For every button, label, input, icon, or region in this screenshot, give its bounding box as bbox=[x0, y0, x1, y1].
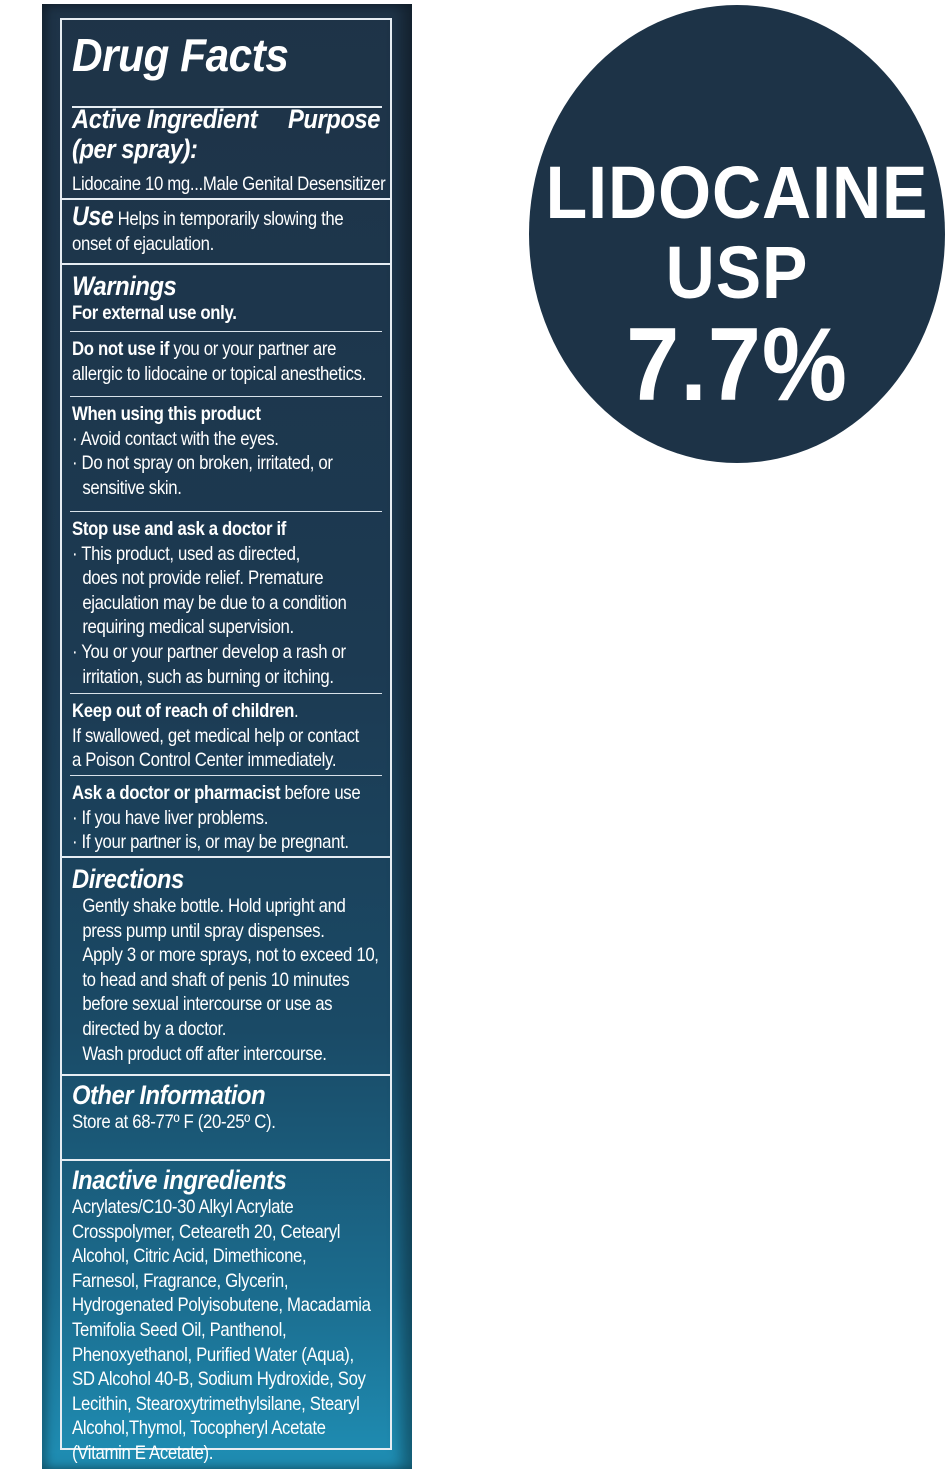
inactive-line: Alcohol,Thymol, Tocopheryl Acetate bbox=[72, 1417, 326, 1440]
ask-doctor-item: · If your partner is, or may be pregnant. bbox=[72, 831, 349, 854]
stop-use-item: does not provide relief. Premature bbox=[82, 567, 324, 590]
external-use-only: For external use only. bbox=[72, 302, 237, 324]
active-ingredient-section bbox=[62, 20, 390, 200]
badge-percentage: 7.7% bbox=[626, 307, 848, 423]
directions-section bbox=[62, 858, 390, 1076]
inactive-line: Temifolia Seed Oil, Panthenol, bbox=[72, 1318, 287, 1341]
inactive-line: (Vitamin E Acetate). bbox=[72, 1441, 214, 1464]
lidocaine-badge bbox=[529, 5, 945, 463]
keep-out-line: a Poison Control Center immediately. bbox=[72, 749, 337, 772]
inactive-line: Acrylates/C10-30 Alkyl Acrylate bbox=[72, 1196, 294, 1218]
ask-doctor-text: before use bbox=[280, 782, 361, 804]
warnings-heading: Warnings bbox=[72, 271, 177, 301]
when-using-item: sensitive skin. bbox=[82, 476, 182, 499]
active-ingredient-line: Lidocaine 10 mg...Male Genital Desensitizer bbox=[72, 173, 386, 195]
directions-line: Gently shake bottle. Hold upright and bbox=[82, 895, 346, 917]
directions-line: to head and shaft of penis 10 minutes bbox=[82, 968, 350, 991]
inactive-line: Lecithin, Stearoxytrimethylsilane, Stearyl bbox=[72, 1392, 360, 1415]
stop-use-item: · You or your partner develop a rash or bbox=[72, 640, 346, 663]
inactive-line: Phenoxyethanol, Purified Water (Aqua), bbox=[72, 1343, 354, 1366]
directions-line: Apply 3 or more sprays, not to exceed 10, bbox=[82, 944, 379, 967]
use-section bbox=[62, 200, 390, 265]
divider bbox=[70, 331, 382, 332]
warnings-section bbox=[62, 265, 390, 858]
stop-use-item: ejaculation may be due to a condition bbox=[82, 591, 347, 614]
use-line-2: onset of ejaculation. bbox=[72, 232, 214, 255]
keep-out-line: If swallowed, get medical help or contact bbox=[72, 724, 359, 747]
divider bbox=[70, 396, 382, 397]
directions-heading: Directions bbox=[72, 864, 184, 894]
inactive-line: Hydrogenated Polyisobutene, Macadamia bbox=[72, 1294, 371, 1317]
directions-line: before sexual intercourse or use as bbox=[82, 993, 333, 1016]
directions-line: press pump until spray dispenses. bbox=[82, 919, 325, 942]
stop-use-item: · This product, used as directed, bbox=[72, 542, 300, 565]
drug-facts-title: Drug Facts bbox=[72, 29, 289, 81]
purpose-heading: Purpose bbox=[288, 104, 380, 134]
active-ingredient-heading: Active Ingredient bbox=[72, 104, 258, 134]
other-information-section bbox=[62, 1076, 390, 1161]
directions-line: directed by a doctor. bbox=[82, 1017, 227, 1040]
badge-line-2: USP bbox=[665, 231, 809, 314]
inactive-ingredients-heading: Inactive ingredients bbox=[72, 1165, 287, 1195]
inactive-line: Crosspolymer, Ceteareth 20, Cetearyl bbox=[72, 1220, 341, 1243]
badge-line-1: LIDOCAINE bbox=[545, 151, 929, 234]
storage-line: Store at 68-77º F (20-25º C). bbox=[72, 1111, 276, 1133]
divider bbox=[70, 775, 382, 776]
directions-line: Wash product off after intercourse. bbox=[82, 1042, 327, 1065]
do-not-use-line-2: allergic to lidocaine or topical anesthetics. bbox=[72, 362, 367, 385]
other-information-heading: Other Information bbox=[72, 1080, 266, 1110]
do-not-use-text: you or your partner are bbox=[169, 338, 337, 360]
stop-use-item: irritation, such as burning or itching. bbox=[82, 665, 334, 688]
when-using-item: · Avoid contact with the eyes. bbox=[72, 427, 279, 450]
inactive-ingredients-section bbox=[62, 1161, 390, 1464]
use-line-1: Helps in temporarily slowing the bbox=[113, 208, 344, 230]
per-spray-heading: (per spray): bbox=[72, 134, 198, 164]
keep-out-dot: . bbox=[294, 700, 299, 722]
inactive-line: Farnesol, Fragrance, Glycerin, bbox=[72, 1269, 289, 1292]
ask-doctor-label: Ask a doctor or pharmacist bbox=[72, 782, 281, 804]
divider bbox=[70, 511, 382, 512]
inactive-line: Alcohol, Citric Acid, Dimethicone, bbox=[72, 1245, 307, 1268]
when-using-item: · Do not spray on broken, irritated, or bbox=[72, 452, 333, 475]
inactive-line: SD Alcohol 40-B, Sodium Hydroxide, Soy bbox=[72, 1368, 366, 1391]
keep-out-heading: Keep out of reach of children bbox=[72, 700, 295, 722]
ask-doctor-item: · If you have liver problems. bbox=[72, 806, 269, 829]
stop-use-item: requiring medical supervision. bbox=[82, 616, 294, 639]
use-heading: Use bbox=[72, 201, 114, 231]
drug-facts-panel bbox=[60, 18, 392, 1464]
stop-use-heading: Stop use and ask a doctor if bbox=[72, 518, 287, 540]
do-not-use-label: Do not use if bbox=[72, 338, 170, 360]
when-using-heading: When using this product bbox=[72, 403, 261, 425]
divider bbox=[70, 693, 382, 694]
